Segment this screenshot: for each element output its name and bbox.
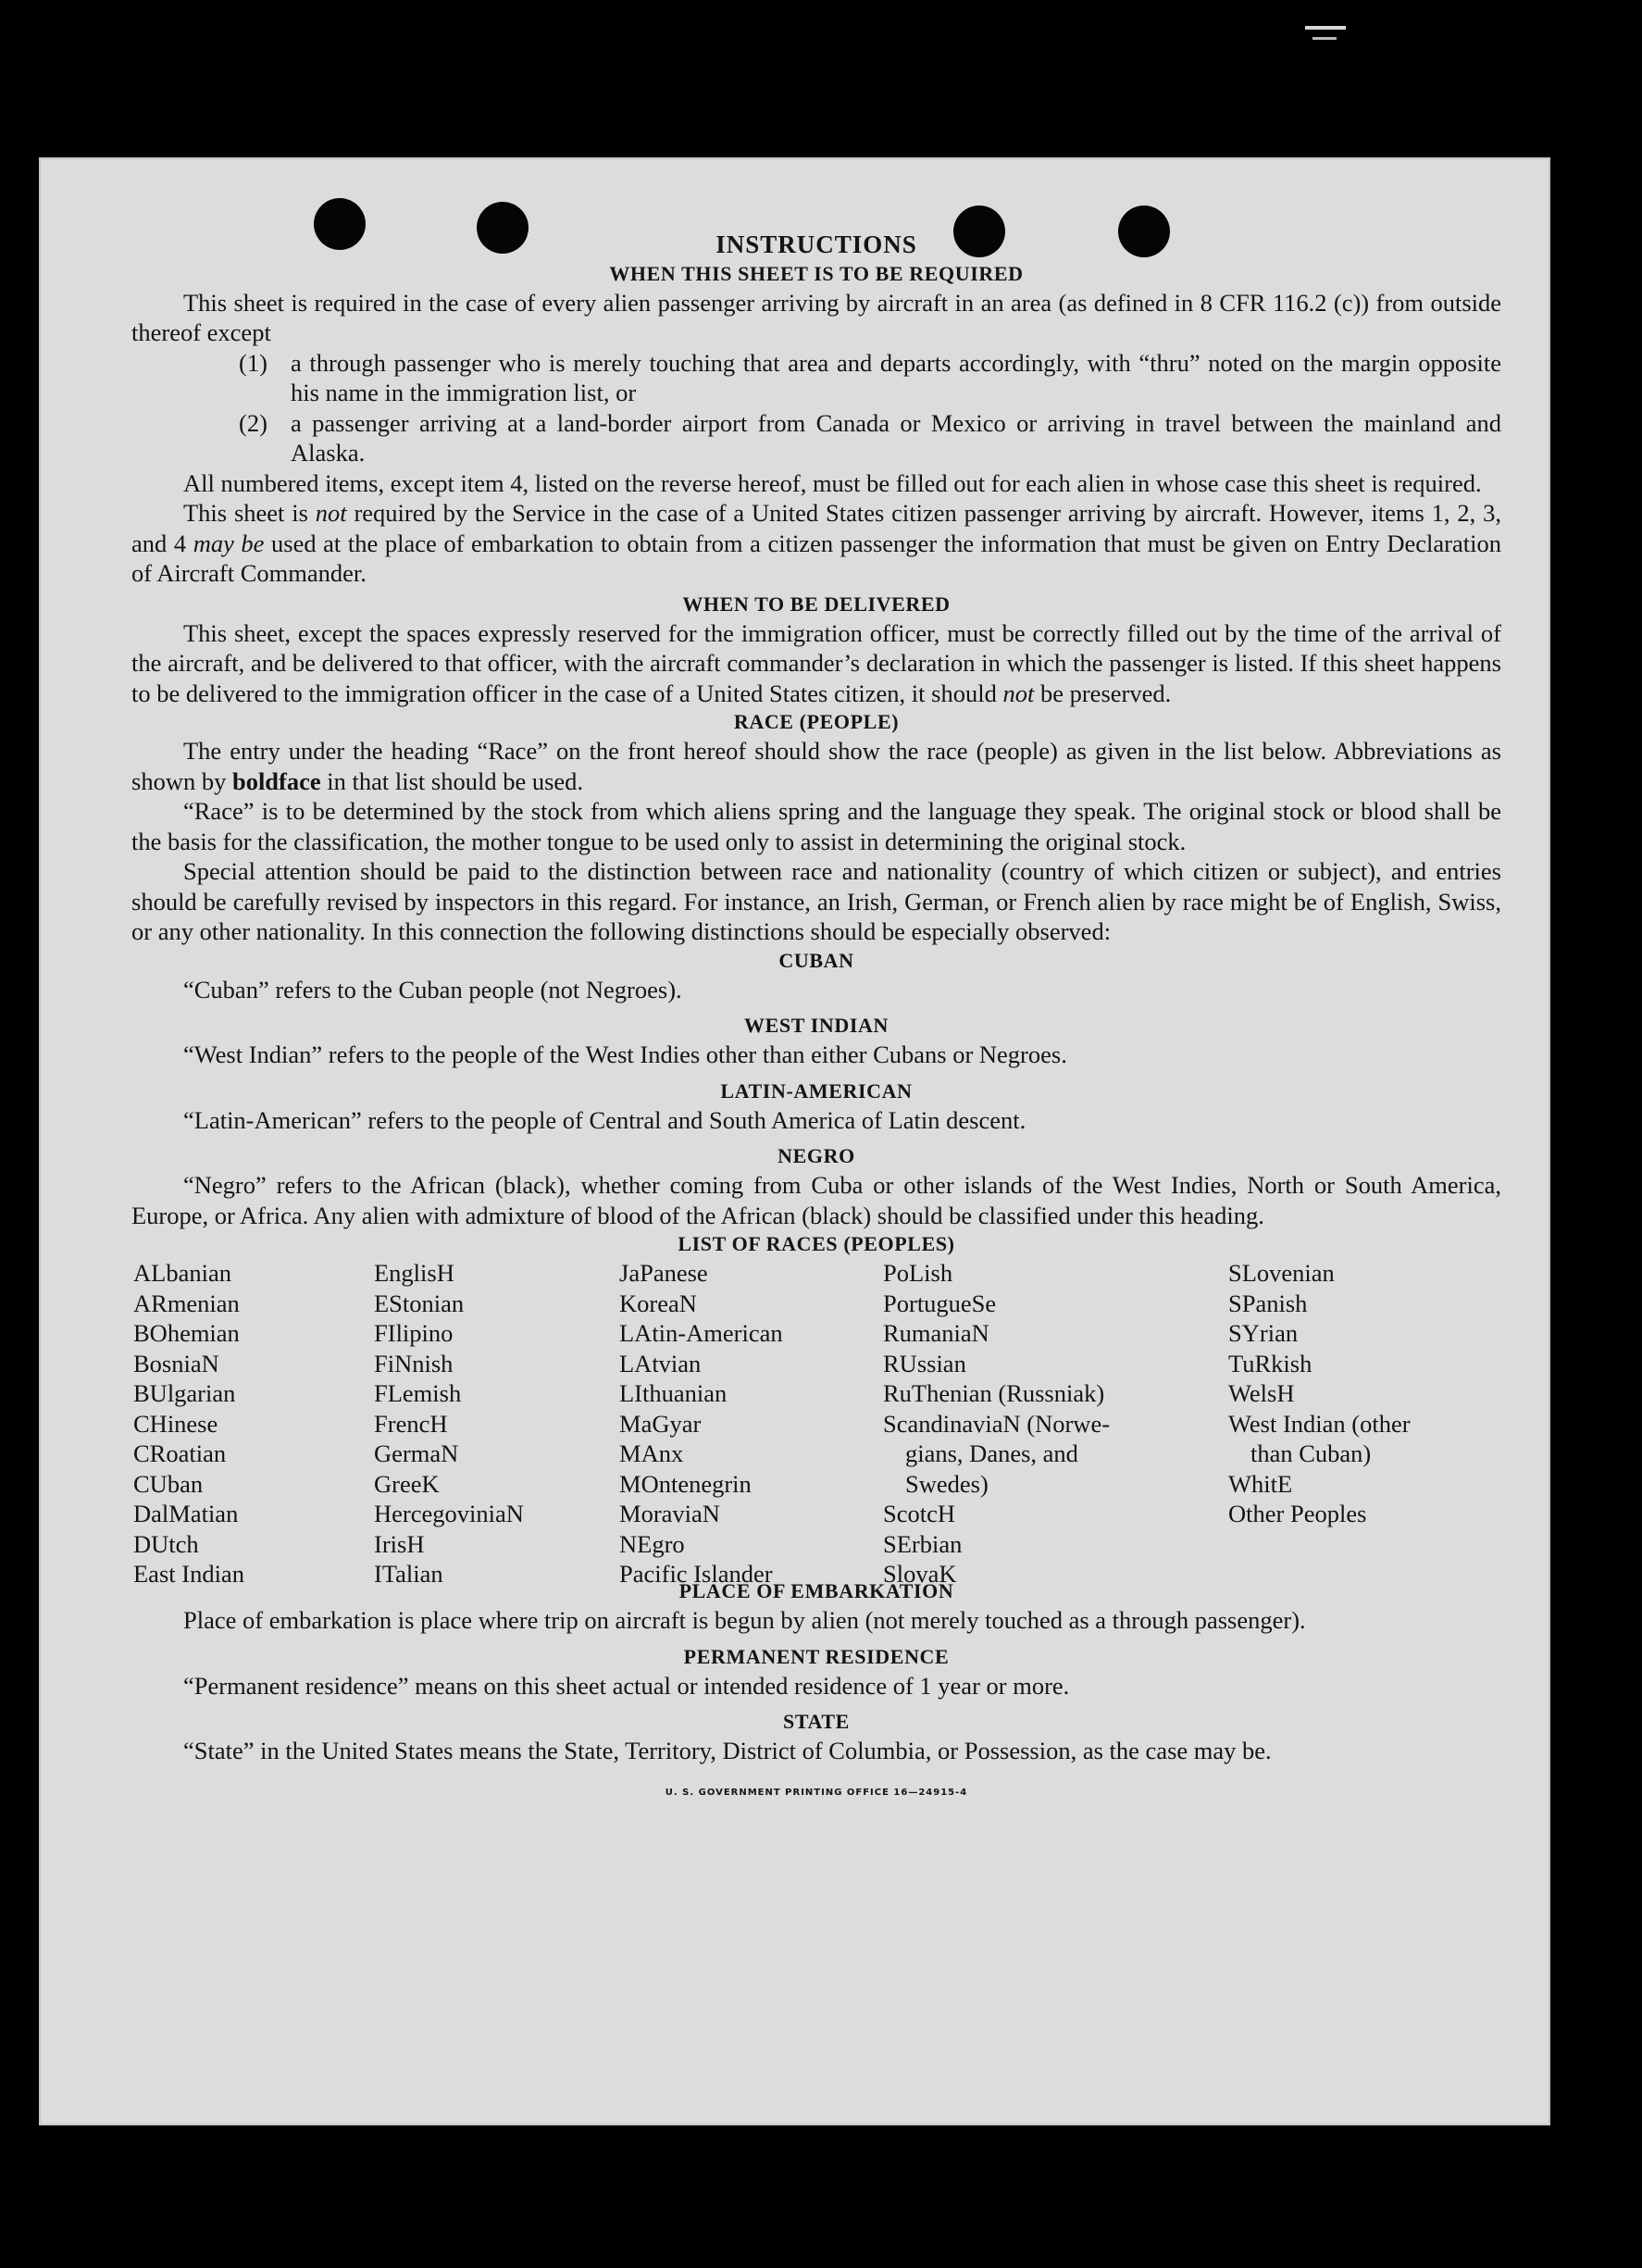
race-entry: West Indian (other	[1228, 1409, 1411, 1438]
section-heading-embarkation: PLACE OF EMBARKATION	[678, 1579, 954, 1602]
races-column-4	[883, 1258, 1110, 1589]
race-entry: DUtch	[133, 1529, 199, 1558]
race-paragraph-1	[131, 736, 1501, 796]
text-run: in that list should be used.	[320, 766, 584, 795]
latin-american-paragraph: “Latin-American” refers to the people of Central and South America of Latin descent.	[183, 1105, 1026, 1134]
item-number: (2)	[239, 408, 267, 437]
delivered-paragraph	[131, 618, 1501, 709]
section-heading-west-indian: WEST INDIAN	[744, 1014, 889, 1037]
race-entry-continued: Swedes)	[905, 1469, 989, 1498]
text-run: This sheet is	[183, 499, 316, 527]
west-indian-paragraph: “West Indian” refers to the people of the West Indies other than either Cubans or Negroes.	[183, 1041, 1067, 1068]
bold-run: boldface	[231, 766, 321, 795]
races-column-2	[374, 1258, 524, 1589]
race-entry: LAtin-American	[619, 1319, 783, 1347]
race-entry: BosniaN	[133, 1349, 219, 1377]
races-column-5	[1228, 1258, 1411, 1529]
section-heading-cuban: CUBAN	[778, 948, 854, 972]
races-column-1	[133, 1258, 244, 1589]
race-entry: EnglisH	[374, 1259, 454, 1287]
text-run: used at the place of embarkation to obtain from a citizen passenger the information that must be given on Entry Declaration of Aircraft Commander.	[131, 529, 1501, 587]
text-run: This sheet, except the spaces expressly reserved for the immigration officer, must be correctly filled out by the time of the arrival of the aircraft, and be delivered to that officer, with the aircraft commander’s declaration in which the passenger is listed. If this sheet happens to be delivered to the immigration officer in the case of a United States citizen, it should	[131, 618, 1501, 707]
race-entry: SPanish	[1228, 1289, 1308, 1317]
race-entry: CRoatian	[133, 1439, 227, 1467]
negro-paragraph: “Negro” refers to the African (black), whether coming from Cuba or other islands of the West Indies, North or South America, Europe, or Africa. Any alien with admixture of blood of the African (black) should be classified under this heading.	[131, 1171, 1501, 1229]
race-entry: RuThenian (Russniak)	[883, 1379, 1105, 1407]
race-entry: GreeK	[374, 1469, 440, 1498]
page-title: INSTRUCTIONS	[715, 231, 917, 258]
text-run: required by the Service in the case of a United States citizen passenger arriving by aircraft. However, items 1, 2, 3, and 4	[131, 499, 1501, 557]
race-entry: ARmenian	[133, 1289, 240, 1317]
required-paragraph-1: This sheet is required in the case of every alien passenger arriving by aircraft in an area (as defined in 8 CFR 116.2 (c)) from outside thereof except	[131, 288, 1501, 346]
item-text: a passenger arriving at a land-border airport from Canada or Mexico or arriving in travel between the mainland and Alaska.	[291, 408, 1501, 467]
race-entry: PortugueSe	[883, 1289, 997, 1317]
race-entry: WelsH	[1228, 1379, 1295, 1407]
race-entry: DalMatian	[133, 1500, 239, 1527]
race-entry: TuRkish	[1228, 1349, 1312, 1377]
section-heading-latin-american: LATIN-AMERICAN	[720, 1078, 913, 1103]
race-entry: MoraviaN	[619, 1500, 720, 1527]
footer	[131, 1772, 1501, 1809]
race-entry: ITalian	[374, 1560, 443, 1588]
race-entry: BUlgarian	[133, 1379, 236, 1407]
race-entry: MaGyar	[619, 1409, 702, 1438]
race-entry: GermaN	[374, 1439, 459, 1467]
text-run: be preserved.	[1034, 679, 1172, 707]
section-heading-races-list: LIST OF RACES (PEOPLES)	[678, 1232, 955, 1255]
race-entry: FIlipino	[374, 1319, 454, 1347]
required-paragraph-2: All numbered items, except item 4, listed on the reverse hereof, must be filled out for each alien in whose case this sheet is required.	[183, 468, 1482, 497]
race-entry: RumaniaN	[883, 1319, 989, 1347]
race-entry: RUssian	[883, 1349, 966, 1377]
race-entry: PoLish	[883, 1259, 953, 1287]
scan-mark	[1305, 26, 1346, 30]
document-sheet	[39, 157, 1550, 2125]
instructions-content	[131, 229, 1501, 1808]
race-entry-continued: than Cuban)	[1250, 1439, 1372, 1467]
race-entry: LAtvian	[619, 1349, 702, 1377]
race-entry-continued: gians, Danes, and	[905, 1439, 1078, 1467]
races-list	[131, 1258, 1501, 1588]
race-entry: BOhemian	[133, 1319, 240, 1347]
italic-run: may be	[193, 529, 265, 557]
race-entry: SErbian	[883, 1529, 963, 1558]
race-entry: SlovaK	[883, 1560, 957, 1588]
item-text: a through passenger who is merely touching that area and departs accordingly, with “thru” noted on the margin opposite his name in the immigration list, or	[291, 348, 1501, 406]
section-heading-negro: NEGRO	[777, 1144, 855, 1167]
race-paragraph-3: Special attention should be paid to the distinction between race and nationality (country of which citizen or subject), and entries should be carefully revised by inspectors in this regard. For instance, an Irish, German, or French alien by race might be of English, Swiss, or any other nationality. In this connection the following distinctions should be especially observed:	[131, 857, 1501, 945]
italic-run: not	[315, 499, 347, 527]
race-paragraph-2: “Race” is to be determined by the stock from which aliens spring and the language they speak. The original stock or blood shall be the basis for the classification, the mother tongue to be used only to assist in determining the original stock.	[131, 797, 1501, 855]
race-entry: SLovenian	[1228, 1259, 1335, 1287]
exception-item-2	[131, 408, 1501, 468]
race-entry: EStonian	[374, 1289, 465, 1317]
race-entry: SYrian	[1228, 1319, 1299, 1347]
race-entry: FLemish	[374, 1379, 462, 1407]
printing-office-imprint: U. S. GOVERNMENT PRINTING OFFICE 16—24915-4	[665, 1787, 968, 1798]
races-column-3	[619, 1258, 783, 1589]
section-heading-residence: PERMANENT RESIDENCE	[683, 1644, 950, 1668]
section-heading-delivered: WHEN TO BE DELIVERED	[682, 592, 951, 616]
race-entry: CHinese	[133, 1409, 218, 1438]
race-entry: Other Peoples	[1228, 1500, 1367, 1527]
cuban-paragraph: “Cuban” refers to the Cuban people (not Negroes).	[183, 975, 682, 1003]
race-entry: HercegovinіaN	[374, 1500, 524, 1527]
race-entry: WhitE	[1228, 1469, 1293, 1498]
item-number: (1)	[239, 348, 267, 377]
embarkation-paragraph: Place of embarkation is place where trip on aircraft is begun by alien (not merely touched as a through passenger).	[183, 1606, 1306, 1634]
race-entry: ScandinaviaN (Norwe-	[883, 1409, 1111, 1438]
exception-item-1	[131, 348, 1501, 408]
race-entry: CUban	[133, 1469, 204, 1498]
section-heading-state: STATE	[783, 1710, 850, 1733]
race-entry: MOntenegrin	[619, 1469, 752, 1498]
race-entry: FiNnish	[374, 1349, 454, 1377]
section-heading-race: RACE (PEOPLE)	[733, 710, 900, 733]
race-entry: KoreaN	[619, 1289, 697, 1317]
state-paragraph: “State” in the United States means the State, Territory, District of Columbia, or Possession, as the case may be.	[183, 1737, 1272, 1764]
race-entry: ScotcH	[883, 1500, 956, 1527]
race-entry: NEgro	[619, 1529, 685, 1558]
race-entry: MAnx	[619, 1439, 684, 1467]
required-paragraph-3	[131, 498, 1501, 589]
italic-run: not	[1002, 679, 1035, 707]
race-entry: LIthuanian	[619, 1379, 728, 1407]
race-entry: IrisH	[374, 1529, 425, 1558]
text-run: The entry under the heading “Race” on the front hereof should show the race (people) as given in the list below. Abbreviations as shown by	[131, 737, 1501, 795]
residence-paragraph: “Permanent residence” means on this sheet actual or intended residence of 1 year or more.	[183, 1671, 1070, 1700]
race-entry: JaPanese	[619, 1259, 708, 1287]
race-entry: FrencH	[374, 1409, 448, 1438]
race-entry: East Indian	[133, 1560, 244, 1588]
section-heading-required: WHEN THIS SHEET IS TO BE REQUIRED	[609, 261, 1024, 285]
scan-mark	[1312, 37, 1337, 40]
race-entry: Pacific Islander	[619, 1560, 773, 1588]
race-entry: ALbanian	[133, 1259, 231, 1287]
